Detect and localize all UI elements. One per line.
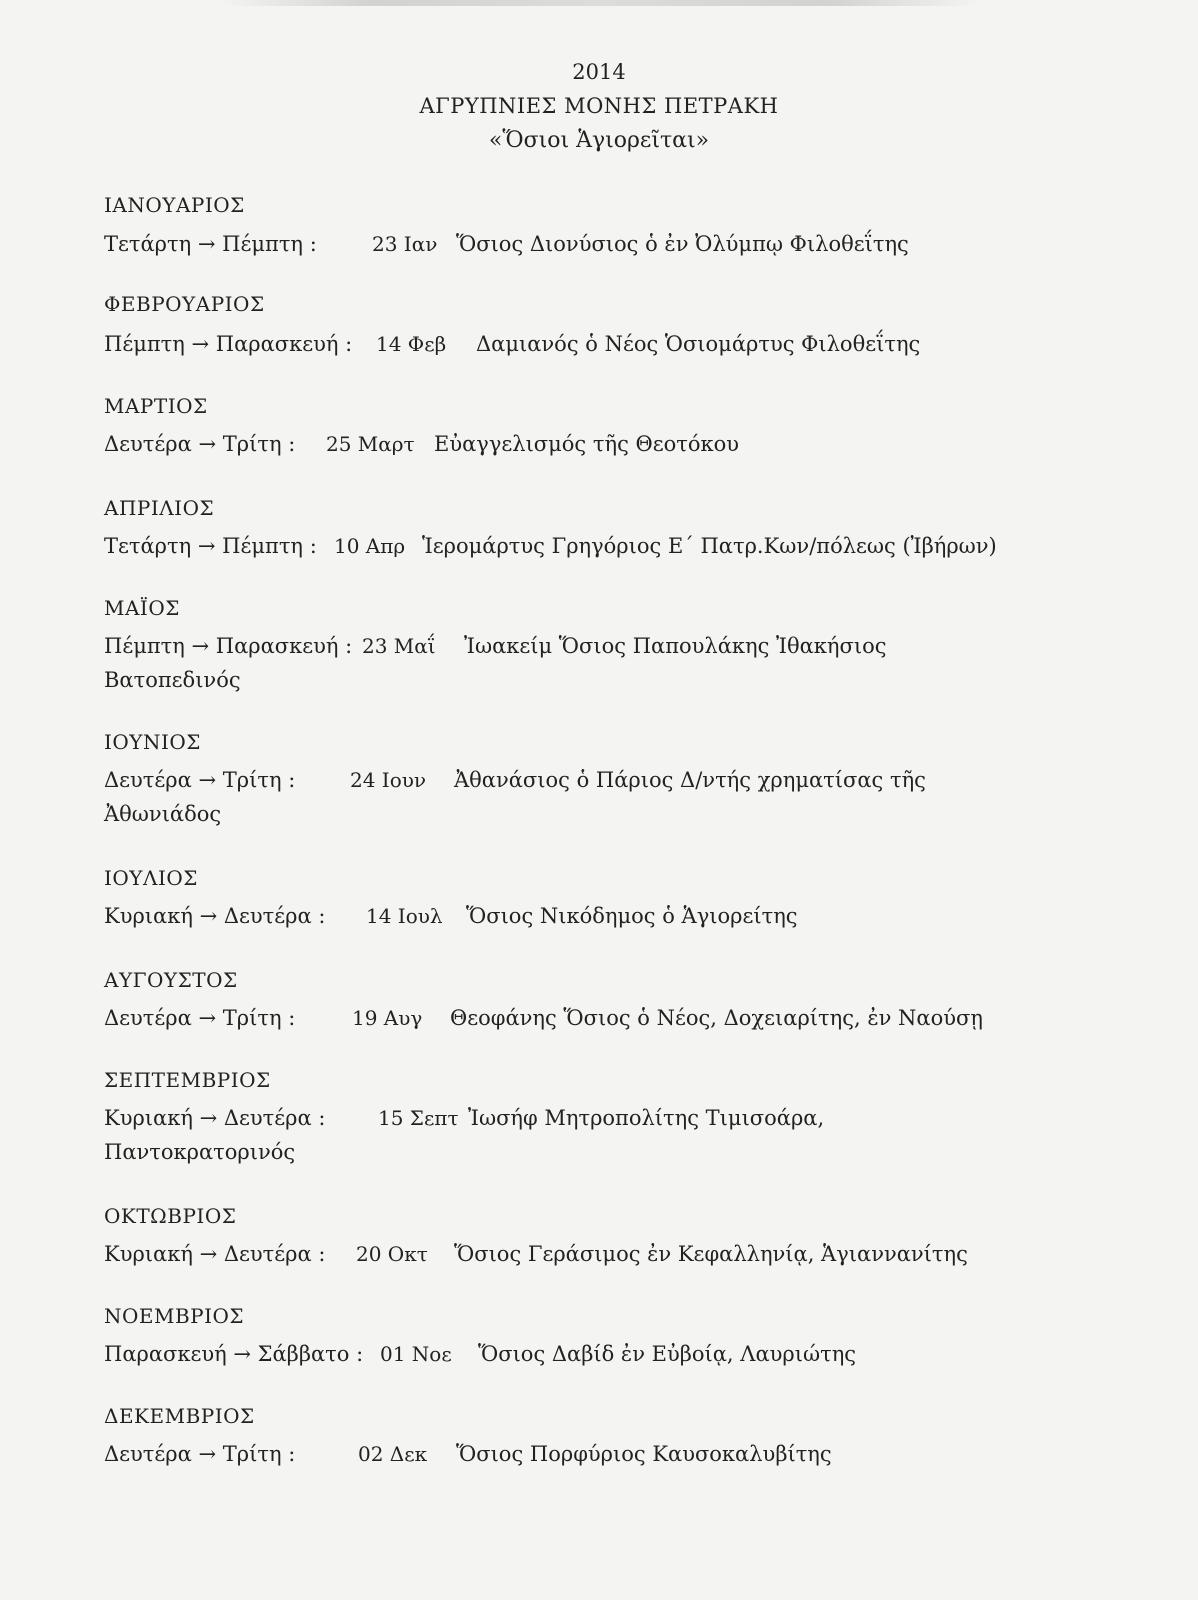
vigil-saint: Ἰωακείμ Ὅσιος Παπουλάκης Ἰθακήσιος [464, 634, 887, 658]
vigil-days: Πέμπτη → Παρασκευή : [104, 332, 353, 356]
vigil-days: Κυριακή → Δευτέρα : [104, 904, 326, 928]
month-heading: ΝΟΕΜΒΡΙΟΣ [104, 1304, 245, 1328]
vigil-saint-continuation: Παντοκρατορινός [104, 1140, 296, 1164]
vigil-days: Πέμπτη → Παρασκευή : [104, 634, 353, 658]
vigil-date: 23 Μαΐ [362, 634, 436, 658]
month-heading: ΙΟΥΝΙΟΣ [104, 730, 201, 754]
vigil-date: 20 Οκτ [356, 1242, 428, 1266]
document-title: ΑΓΡΥΠΝΙΕΣ ΜΟΝΗΣ ΠΕΤΡΑΚΗ [419, 94, 779, 118]
vigil-date: 01 Νοε [380, 1342, 452, 1366]
vigil-saint: Εὐαγγελισμός τῆς Θεοτόκου [434, 432, 740, 456]
month-heading: ΣΕΠΤΕΜΒΡΙΟΣ [104, 1068, 271, 1092]
document-year: 2014 [572, 60, 626, 84]
vigil-saint: Ἀθανάσιος ὁ Πάριος Δ/ντής χρηματίσας τῆς [454, 768, 926, 792]
vigil-date: 19 Αυγ [352, 1006, 423, 1030]
vigil-saint: Ὅσιος Δαβίδ ἐν Εὐβοίᾳ, Λαυριώτης [478, 1342, 857, 1366]
vigil-days: Παρασκευή → Σάββατο : [104, 1342, 364, 1366]
vigil-date: 14 Φεβ [376, 332, 447, 356]
vigil-saint: Ὅσιος Γεράσιμος ἐν Κεφαλληνίᾳ, Ἁγιαννανίτης [454, 1242, 968, 1266]
vigil-saint-continuation: Βατοπεδινός [104, 668, 241, 692]
vigil-saint: Ὅσιος Διονύσιος ὁ ἐν Ὀλύμπῳ Φιλοθεΐτης [456, 232, 909, 256]
month-heading: ΔΕΚΕΜΒΡΙΟΣ [104, 1404, 255, 1428]
vigil-days: Κυριακή → Δευτέρα : [104, 1106, 326, 1130]
month-heading: ΑΥΓΟΥΣΤΟΣ [104, 968, 238, 992]
month-heading: ΦΕΒΡΟΥΑΡΙΟΣ [104, 292, 265, 316]
vigil-days: Τετάρτη → Πέμπτη : [104, 232, 317, 256]
month-heading: ΙΟΥΛΙΟΣ [104, 866, 198, 890]
month-heading: ΙΑΝΟΥΑΡΙΟΣ [104, 193, 245, 217]
vigil-date: 23 Ιαν [372, 232, 438, 256]
vigil-saint: Ὅσιος Νικόδημος ὁ Ἁγιορείτης [466, 904, 798, 928]
vigil-days: Τετάρτη → Πέμπτη : [104, 534, 317, 558]
vigil-date: 25 Μαρτ [326, 432, 415, 456]
vigil-saint: Ἰωσήφ Μητροπολίτης Τιμισοάρα, [468, 1106, 825, 1130]
vigil-days: Κυριακή → Δευτέρα : [104, 1242, 326, 1266]
month-heading: ΜΑΡΤΙΟΣ [104, 394, 208, 418]
vigil-date: 10 Απρ [334, 534, 406, 558]
vigil-days: Δευτέρα → Τρίτη : [104, 768, 296, 792]
vigil-date: 14 Ιουλ [366, 904, 443, 928]
vigil-date: 24 Ιουν [350, 768, 427, 792]
vigil-date: 02 Δεκ [358, 1442, 428, 1466]
scan-edge-mark [220, 0, 980, 6]
vigil-saint: Ἱερομάρτυς Γρηγόριος Ε΄ Πατρ.Κων/πόλεως (Ἰβήρων) [422, 534, 997, 558]
document-subtitle: «Ὅσιοι Ἁγιορεῖται» [488, 128, 710, 153]
month-heading: ΑΠΡΙΛΙΟΣ [104, 496, 215, 520]
vigil-saint-continuation: Ἀθωνιάδος [104, 802, 222, 826]
vigil-days: Δευτέρα → Τρίτη : [104, 1006, 296, 1030]
vigil-saint: Θεοφάνης Ὅσιος ὁ Νέος, Δοχειαρίτης, ἐν Ναούσῃ [450, 1006, 983, 1030]
month-heading: ΜΑΪΟΣ [104, 596, 180, 620]
vigil-saint: Ὅσιος Πορφύριος Καυσοκαλυβίτης [456, 1442, 832, 1466]
vigil-saint: Δαμιανός ὁ Νέος Ὁσιομάρτυς Φιλοθεΐτης [476, 332, 921, 356]
month-heading: ΟΚΤΩΒΡΙΟΣ [104, 1204, 237, 1228]
vigil-date: 15 Σεπτ [378, 1106, 459, 1130]
vigil-days: Δευτέρα → Τρίτη : [104, 432, 296, 456]
vigil-days: Δευτέρα → Τρίτη : [104, 1442, 296, 1466]
